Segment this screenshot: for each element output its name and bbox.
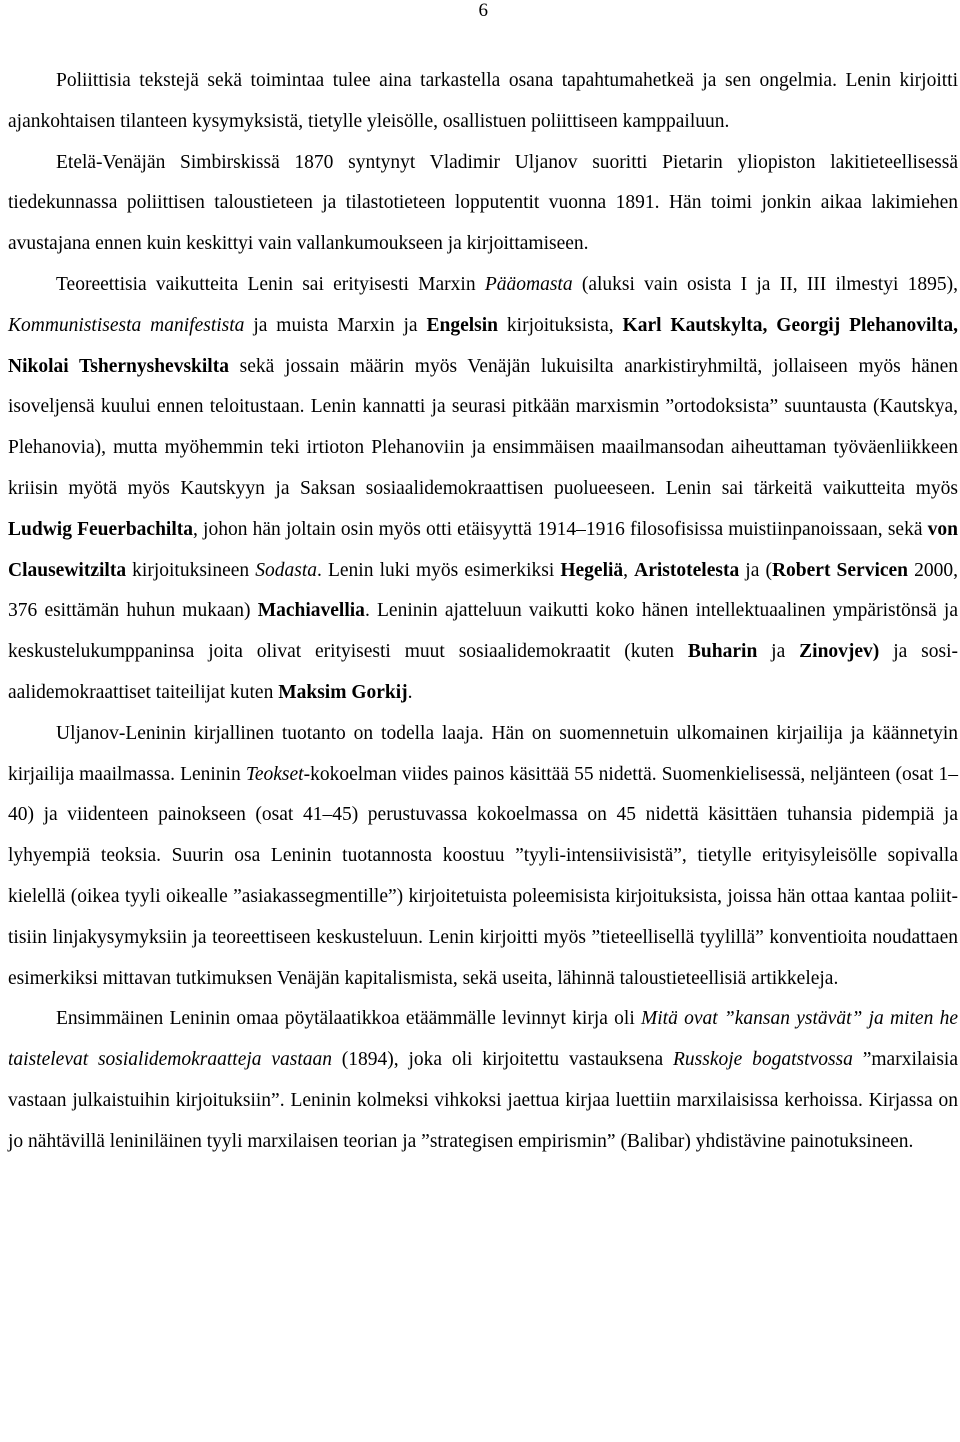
page-number: 6 (478, 0, 488, 21)
paragraph-2 (8, 143, 958, 265)
italic-text: Mitä ovat ”kansan ystävät” ja miten he taistelevat sosialidemokraatteja vastaan (8, 1008, 958, 1071)
text-run: ja sosiaalidemokraattiset taiteilijat kuten (8, 641, 959, 703)
italic-text: Pääomasta (484, 273, 573, 295)
paragraph-4 (8, 714, 958, 1000)
text-run: Ensimmäinen Leninin omaa pöytälaatikkoa etäämmälle levinnyt kirja oli (56, 1008, 642, 1030)
text-run: , johon hän joltain osin myös otti etäisyyttä 1914–1916 filosofisissa muistiinpanoissaan, sekä (193, 518, 928, 540)
text-run: ja muista Marxin ja (244, 314, 427, 336)
bold-text: Aristotelesta (634, 559, 740, 581)
paragraph-3 (8, 265, 958, 714)
text-run: (aluksi vain osista I ja II, III ilmestyi 1895), (572, 273, 958, 295)
text-run: 2000, 376 esittämän huhun mukaan) (8, 559, 959, 622)
text-run: . Lenin luki myös esimerkiksi (317, 559, 561, 581)
text-run: sekä jossain määrin myös Venäjän lukuisilta anarkistiryhmiltä, jollaiseen myös hänen isoveljensä kuului ennen teloitustaan. Lenin kannatti ja seurasi pitkään marxismin ”ortodoksista” suuntausta (Kautskya, Plehanovia), mutta myöhemmin teki irtioton Plehanoviin ja ensimmäisen maailmansodan aiheuttaman työväenliikkeen kriisin myötä myös Kautskyyn ja Saksan sosiaalidemokraattisen puolueeseen. Lenin sai tärkeitä vaikutteita myös (8, 355, 958, 499)
text-run: kirjoituksineen (126, 559, 256, 581)
italic-text: Russkoje bogatstvossa (673, 1049, 853, 1071)
bold-text: Zinovjev) (799, 641, 880, 663)
bold-text: Hegeliä (560, 559, 624, 581)
text-run: , (623, 559, 635, 581)
bold-text: Maksim Gorkij (278, 681, 408, 703)
bold-text: Karl Kautskylta, Georgij Plehanovilta, Nikolai Tshernyshevskilta (8, 314, 958, 377)
text-run: Poliittisia tekstejä sekä toimintaa tulee aina tarkastella osana tapahtumahetkeä ja sen ongelmia. Lenin kirjoitti ajankohtaisen tilanteen kysymyksistä, tietylle yleisölle, osallistuen poliittiseen kamppailuun. (8, 70, 958, 132)
text-run: Uljanov-Leninin kirjallinen tuotanto on todella laaja. Hän on suomennetuin ulkomainen kirjailija ja käännetyin kirjailija maailmassa. Leninin (8, 722, 958, 785)
text-run: -kokoelman viides painos käsittää 55 nidettä. Suomenkielisessä, neljänteen (osat 1–40) ja viidenteen painokseen (osat 41–45) perustuvassa kokoelmassa on 45 nidettä käsittäen tuhansia pidempiä ja lyhyempiä teoksia. Suurin osa Leninin tuotannosta koostuu ”tyyli-intensiivisistä”, tietylle erityisyleisölle sopivalla kielellä (oikea tyyli oikealle ”asiakassegmentille”) kirjoitetuista poleemisista kirjoituksista, joissa hän ottaa kantaa poliittisiin linjakysymyksiin ja teoreettiseen keskusteluun. Lenin kirjoitti myös ”tieteellisellä tyylillä” konventioita noudattaen esimerkiksi mittavan tutkimuksen Venäjän kapitalismista, sekä useita, lähinnä taloustieteellisiä artikkeleja. (8, 763, 959, 989)
italic-text: Teokset (245, 763, 304, 785)
text-run: . (407, 681, 413, 703)
text-run: ja ( (739, 559, 772, 581)
text-run: ”marxilaisia vastaan julkaistuihin kirjoituksiin”. Leninin kolmeksi vihkoksi jaettua kirjaa luettiin marxilaisissa kerhoissa. Kirjassa on jo nähtävillä leniniläinen tyyli marxilaisen teorian ja ”strategisen empirismin” (Balibar) yhdistävine painotuksineen. (8, 1049, 959, 1152)
bold-text: Machiavellia (257, 600, 365, 622)
bold-text: Buharin (687, 641, 758, 663)
text-run: . Leninin ajatteluun vaikutti koko hänen intellektuaalinen ympäristönsä ja keskustelukumppaninsa joita olivat erityisesti muut sosiaalidemokraatit (kuten (8, 600, 958, 663)
text-run: Etelä-Venäjän Simbirskissä 1870 syntynyt Vladimir Uljanov suoritti Pietarin yliopiston lakitieteellisessä tiedekunnassa poliittisen taloustieteen ja tilastotieteen lopputentit vuonna 1891. Hän toimi jonkin aikaa lakimiehen avustajana ennen kuin keskittyi vain vallankumoukseen ja kirjoittamiseen. (8, 151, 958, 255)
bold-text: Ludwig Feuerbachilta (8, 518, 194, 540)
paragraph-5 (8, 999, 958, 1162)
body-text (8, 61, 958, 1163)
bold-text: Engelsin (426, 314, 499, 336)
bold-text: von Clausewitzilta (8, 518, 959, 581)
text-run: Teoreettisia vaikutteita Lenin sai erityisesti Marxin (56, 273, 485, 295)
italic-text: Kommunistisesta manifestista (8, 314, 245, 336)
paragraph-1 (8, 61, 958, 143)
text-run: ja (757, 641, 800, 663)
text-run: kirjoituksista, (498, 314, 623, 336)
bold-text: Robert Servicen (771, 559, 909, 581)
text-run: (1894), joka oli kirjoitettu vastauksena (332, 1049, 674, 1071)
italic-text: Sodasta (255, 559, 318, 581)
